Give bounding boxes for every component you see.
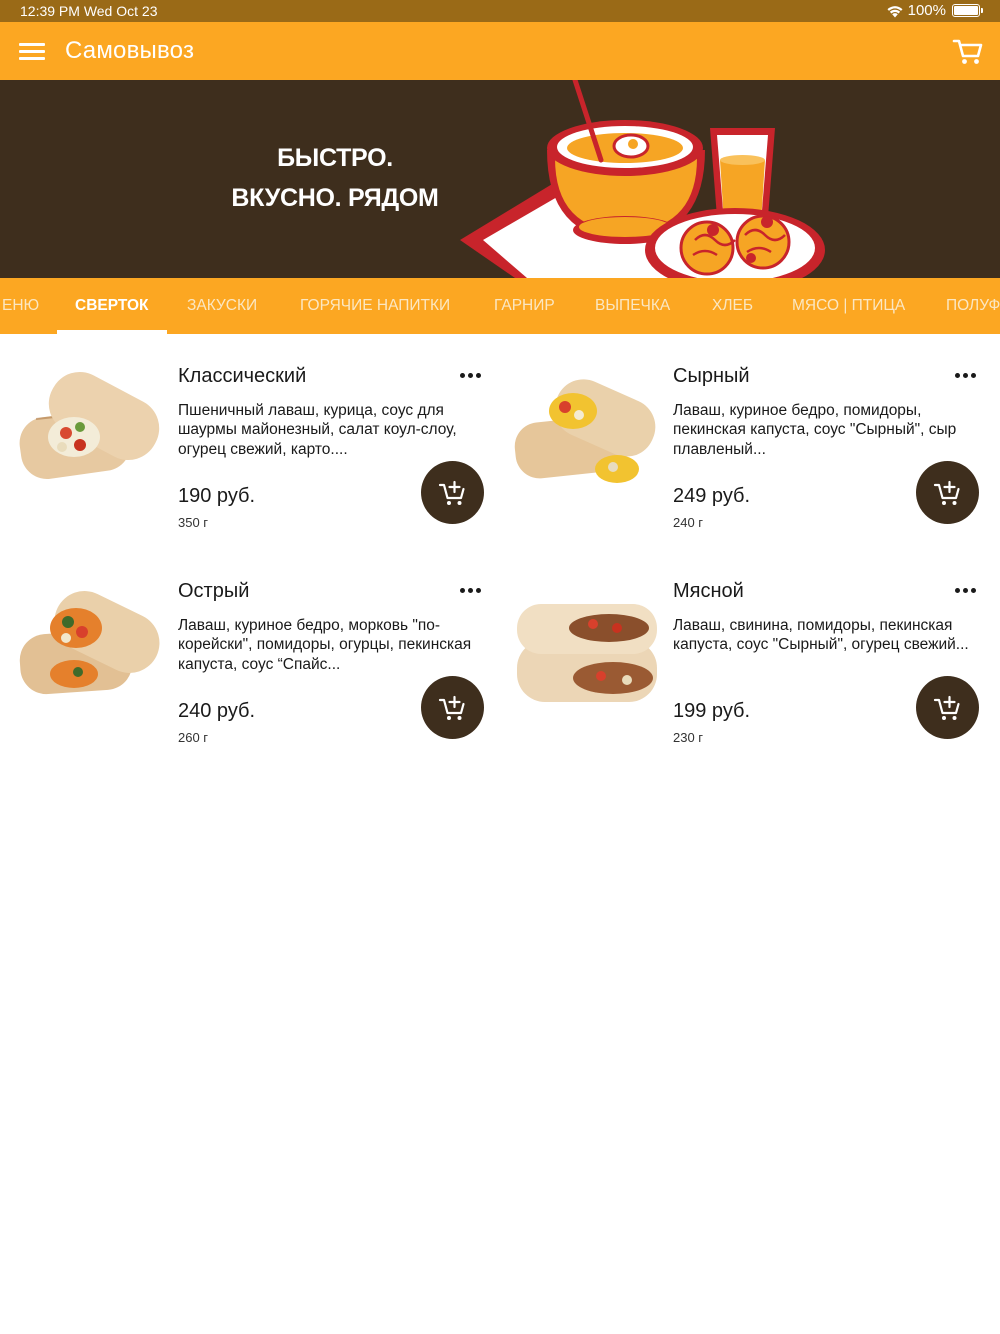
tab-bread[interactable]: ХЛЕБ: [712, 297, 754, 314]
product-image-classic: [18, 367, 163, 497]
product-weight: 230 г: [673, 730, 704, 745]
product-description: Лаваш, куриное бедро, помидоры, пекинская капуста, соус "Сырный", сыр плавленый...: [673, 402, 957, 458]
product-image-meat: [513, 582, 658, 712]
promo-banner[interactable]: [0, 80, 1000, 278]
product-card[interactable]: [495, 345, 990, 545]
menu-button[interactable]: [14, 34, 50, 68]
more-options-button[interactable]: [950, 578, 980, 602]
product-image-cheese: [513, 367, 658, 497]
product-weight: 240 г: [673, 515, 704, 530]
product-title: Сырный: [673, 365, 750, 387]
cart-plus-icon: [438, 479, 468, 507]
tab-meat-poultry[interactable]: МЯСО | ПТИЦА: [792, 297, 906, 314]
cart-plus-icon: [933, 694, 963, 722]
product-price: 249 руб.: [673, 485, 751, 507]
product-weight: 260 г: [178, 730, 209, 745]
status-bar: [0, 0, 1000, 22]
battery-icon: [952, 4, 980, 17]
more-horizontal-icon: [955, 373, 976, 378]
cart-icon: [950, 34, 986, 68]
category-tabs: [0, 278, 1000, 334]
page-title: Самовывоз: [65, 37, 195, 64]
cart-plus-icon: [933, 479, 963, 507]
tab-pastry[interactable]: ВЫПЕЧКА: [595, 297, 671, 314]
product-price: 199 руб.: [673, 700, 751, 722]
more-horizontal-icon: [955, 588, 976, 593]
battery-percent: 100%: [907, 2, 946, 19]
add-to-cart-button[interactable]: [421, 461, 484, 524]
banner-line-2: ВКУСНО. РЯДОМ: [231, 184, 439, 212]
product-description: Лаваш, куриное бедро, морковь "по-корейски", помидоры, огурцы, пекинская капуста, соус “Спайс...: [178, 617, 472, 673]
tab-side-dish[interactable]: ГАРНИР: [494, 297, 555, 314]
more-horizontal-icon: [460, 588, 481, 593]
active-tab-indicator: [57, 330, 167, 334]
tab-wraps[interactable]: СВЕРТОК: [75, 297, 149, 314]
product-card[interactable]: [0, 560, 495, 760]
tab-snacks[interactable]: ЗАКУСКИ: [187, 297, 258, 314]
product-price: 240 руб.: [178, 700, 256, 722]
product-title: Классический: [178, 365, 307, 387]
add-to-cart-button[interactable]: [421, 676, 484, 739]
cart-button[interactable]: [950, 34, 986, 68]
add-to-cart-button[interactable]: [916, 676, 979, 739]
more-options-button[interactable]: [455, 363, 485, 387]
tab-menu[interactable]: ЕНЮ: [2, 297, 40, 314]
cart-plus-icon: [438, 694, 468, 722]
status-time: 12:39 PM Wed Oct 23: [20, 3, 158, 19]
product-price: 190 руб.: [178, 485, 256, 507]
more-options-button[interactable]: [950, 363, 980, 387]
product-description: Пшеничный лаваш, курица, соус для шаурмы майонезный, салат коул-слоу, огурец свежий, карто....: [178, 402, 457, 458]
product-weight: 350 г: [178, 515, 209, 530]
add-to-cart-button[interactable]: [916, 461, 979, 524]
status-indicators: [886, 2, 980, 19]
product-card[interactable]: [495, 560, 990, 760]
product-title: Острый: [178, 580, 250, 602]
more-options-button[interactable]: [455, 578, 485, 602]
product-image-spicy: [18, 582, 163, 712]
wifi-icon: [886, 4, 904, 18]
more-horizontal-icon: [460, 373, 481, 378]
product-card[interactable]: [0, 345, 495, 545]
banner-slogan: [170, 138, 500, 218]
tab-hot-drinks[interactable]: ГОРЯЧИЕ НАПИТКИ: [300, 297, 451, 314]
product-description: Лаваш, свинина, помидоры, пекинская капуста, соус "Сырный", огурец свежий...: [673, 617, 969, 654]
product-title: Мясной: [673, 580, 744, 602]
tab-semi-finished[interactable]: ПОЛУФ: [946, 297, 1000, 314]
app-bar: [0, 22, 1000, 80]
food-illustration: [455, 80, 835, 278]
banner-line-1: БЫСТРО.: [277, 144, 393, 172]
